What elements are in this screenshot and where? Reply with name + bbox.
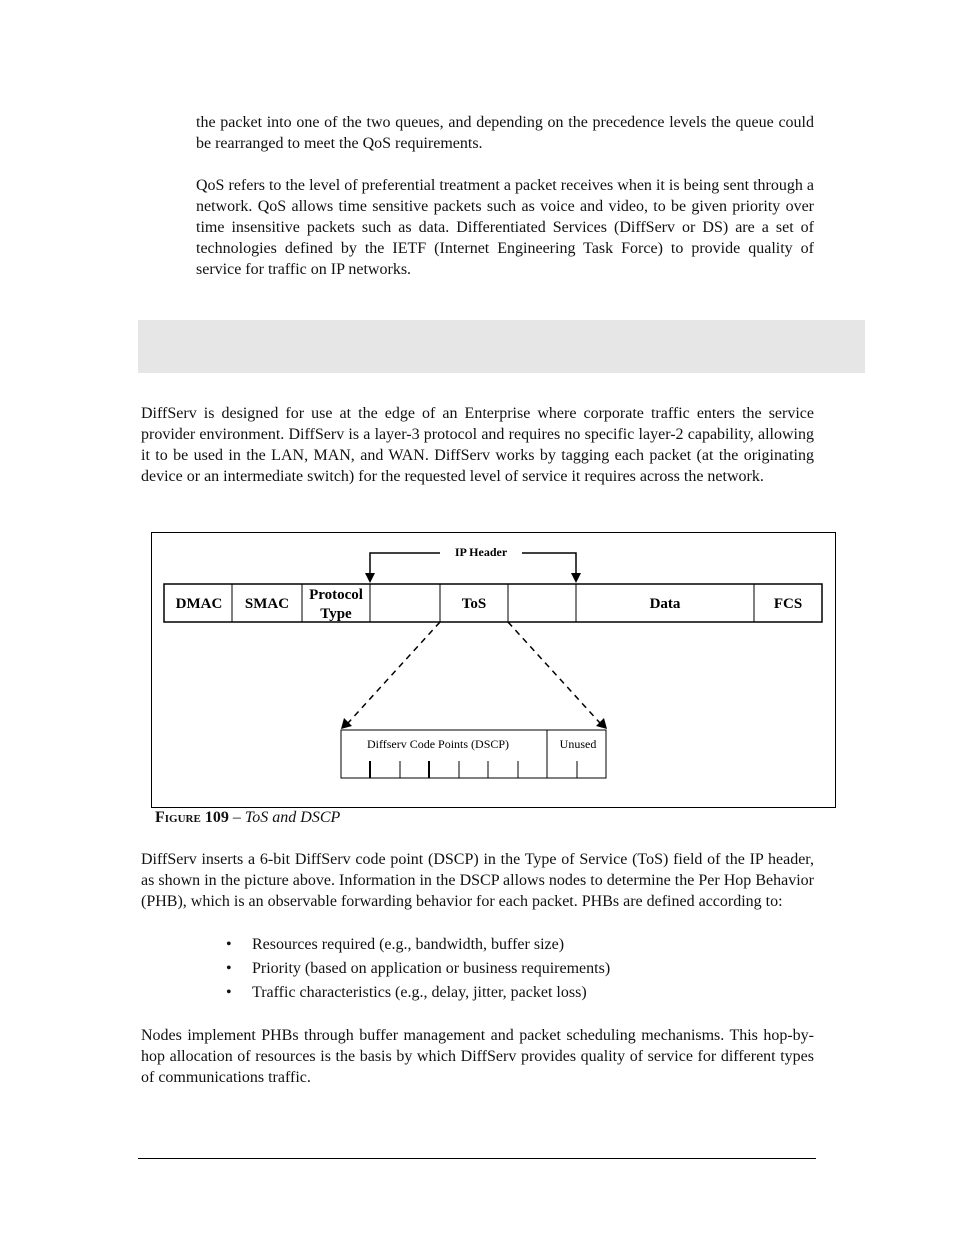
list-item-text: Priority (based on application or business requirements) xyxy=(252,960,611,977)
field-data: Data xyxy=(649,596,681,612)
frame-row xyxy=(164,584,822,622)
paragraph-phb-implementation: Nodes implement PHBs through buffer management and packet scheduling mechanisms. This hop-by-hop allocation of resources is the basis by which DiffServ provides quality of service for different types of communications traffic. xyxy=(141,1027,814,1086)
paragraph-continuation: the packet into one of the two queues, and depending on the precedence levels the queue could be rearranged to meet the QoS requirements. xyxy=(196,114,814,152)
tos-byte-expanded xyxy=(341,730,606,778)
caption-dash: – xyxy=(228,809,245,826)
field-protocol-line2: Type xyxy=(320,606,352,622)
phb-criteria-list xyxy=(226,934,610,1006)
field-fcs: FCS xyxy=(773,596,803,612)
tos-dscp-diagram xyxy=(152,533,837,809)
bullet-icon: • xyxy=(226,984,232,1001)
unused-label: Unused xyxy=(559,737,597,751)
field-tos: ToS xyxy=(461,596,487,612)
caption-title: ToS and DSCP xyxy=(244,809,341,826)
field-protocol-line1: Protocol xyxy=(309,587,363,603)
list-item xyxy=(226,934,610,958)
field-dmac: DMAC xyxy=(175,596,223,612)
figure-tos-dscp xyxy=(151,532,836,808)
field-smac: SMAC xyxy=(244,596,290,612)
caption-prefix: Figure xyxy=(155,809,201,826)
ip-header-label: IP Header xyxy=(454,545,508,559)
footer-divider xyxy=(138,1158,816,1159)
paragraph-qos-definition: QoS refers to the level of preferential treatment a packet receives when it is being sent through a network. QoS allows time sensitive packets such as voice and video, to be given priority over time insensitive packets such as data. Differentiated Services (DiffServ or DS) are a set of technologies defined by the IETF (Internet Engineering Task Force) to provide quality of service for traffic on IP networks. xyxy=(196,177,814,278)
list-item-text: Resources required (e.g., bandwidth, buffer size) xyxy=(252,936,565,953)
list-item xyxy=(226,958,610,982)
section-heading-band xyxy=(138,320,865,373)
caption-number: 109 xyxy=(204,809,229,826)
bullet-icon: • xyxy=(226,960,232,977)
list-item-text: Traffic characteristics (e.g., delay, jitter, packet loss) xyxy=(252,984,587,1001)
ip-header-bracket xyxy=(365,545,581,583)
dscp-label: Diffserv Code Points (DSCP) xyxy=(366,737,510,751)
list-item xyxy=(226,982,610,1006)
tos-expansion-lines xyxy=(341,622,607,729)
figure-caption xyxy=(155,809,340,827)
bullet-icon: • xyxy=(226,936,232,953)
paragraph-diffserv-overview: DiffServ is designed for use at the edge of an Enterprise where corporate traffic enters the service provider environment. DiffServ is a layer-3 protocol and requires no specific layer-2 capability, allowing it to be used in the LAN, MAN, and WAN. DiffServ works by tagging each packet (at the originating device or an intermediate switch) for the requested level of service it requires across the network. xyxy=(141,405,814,485)
paragraph-dscp-description: DiffServ inserts a 6-bit DiffServ code point (DSCP) in the Type of Service (ToS) field of the IP header, as shown in the picture above. Information in the DSCP allows nodes to determine the Per Hop Behavior (PHB), which is an observable forwarding behavior for each packet. PHBs are defined according to: xyxy=(141,851,814,910)
